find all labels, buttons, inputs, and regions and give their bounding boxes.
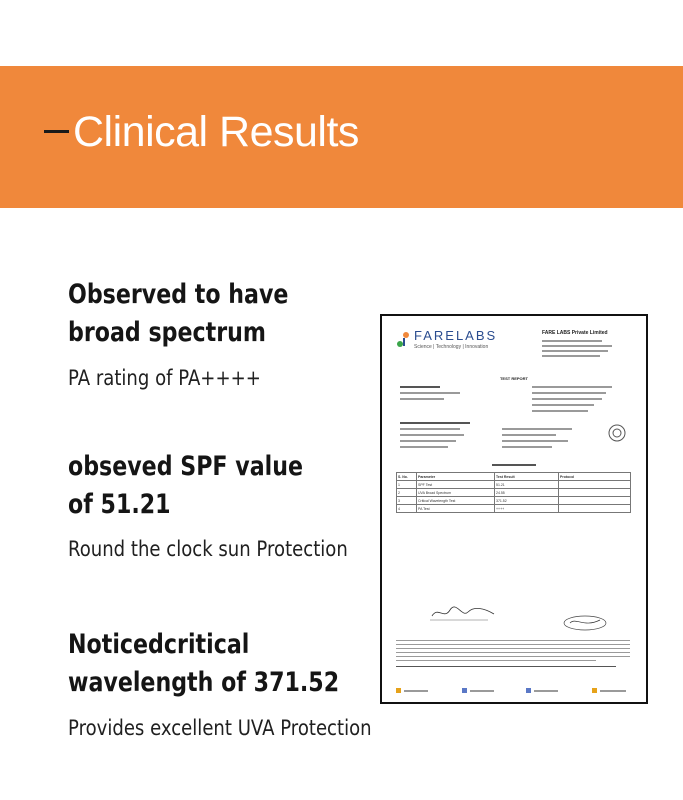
reviewer-signature: [428, 602, 498, 622]
header-banner: [0, 66, 683, 208]
customer-info-line: [400, 422, 470, 424]
result-heading-spf: obseved SPF value of 51.21: [68, 451, 304, 520]
reference-line: [532, 398, 602, 400]
customer-info-line: [400, 440, 456, 442]
table-row: [397, 505, 631, 513]
table-cell: UVA Broad Spectrum: [417, 489, 495, 497]
reference-line: [532, 392, 606, 394]
badge-label: [470, 690, 494, 692]
badge-icon: [462, 688, 467, 693]
address-line: [542, 355, 600, 357]
table-cell: PA Test: [417, 505, 495, 513]
table-header-cell: Test Result: [495, 473, 559, 481]
badge-label: [404, 690, 428, 692]
customer-info-line: [400, 434, 464, 436]
table-header-cell: S. No.: [397, 473, 417, 481]
customer-info-line: [400, 446, 448, 448]
table-cell: 51.21: [495, 481, 559, 489]
table-row: [397, 481, 631, 489]
address-line: [542, 340, 602, 342]
table-cell: ++++: [495, 505, 559, 513]
issued-to-line: [400, 398, 444, 400]
table-cell: [559, 497, 631, 505]
result-heading-broad-spectrum: Observed to have broad spectrum: [68, 279, 289, 348]
analysis-report-heading: [492, 464, 536, 466]
fine-print-line: [396, 666, 616, 667]
table-cell: 4: [397, 505, 417, 513]
badge-icon: [526, 688, 531, 693]
reference-line: [532, 404, 594, 406]
table-cell: [559, 481, 631, 489]
authorized-signatory-stamp: [562, 614, 608, 632]
page-title: Clinical Results: [44, 108, 359, 157]
table-cell: [559, 505, 631, 513]
title-dash: [44, 130, 69, 133]
table-cell: [559, 489, 631, 497]
badge-icon: [396, 688, 401, 693]
certification-seal-icon: [608, 424, 626, 442]
fine-print-line: [396, 648, 630, 649]
accreditation-badges: [396, 688, 630, 694]
table-row: [397, 497, 631, 505]
customer-info-line: [400, 428, 460, 430]
badge-icon: [592, 688, 597, 693]
address-line: [542, 345, 612, 347]
table-cell: 2: [397, 489, 417, 497]
report-title: TEST REPORT: [499, 376, 528, 381]
farelabs-logo-icon: [396, 330, 410, 348]
customer-info-line: [502, 434, 556, 436]
test-report-image: FARELABS Science | Technology | Innovation FARE LABS Private Limited TEST REPORT S. No. Parameter Test Result Protocol 1 SPF Test 51.21 2 UVA Broad Spectrum 24.55 3 Critical Wavelength Test 371.52 4 PA Test ++++: [380, 314, 648, 704]
fine-print-line: [396, 644, 630, 645]
reference-line: [532, 386, 612, 388]
result-subtext-pa-rating: PA rating of PA++++: [68, 366, 261, 390]
address-line: [542, 350, 608, 352]
table-cell: 24.55: [495, 489, 559, 497]
table-header-cell: Protocol: [559, 473, 631, 481]
table-cell: 371.52: [495, 497, 559, 505]
table-cell: 1: [397, 481, 417, 489]
issued-to-line: [400, 386, 440, 388]
issued-to-line: [400, 392, 460, 394]
fine-print-line: [396, 660, 596, 661]
table-header-row: [397, 473, 631, 481]
result-subtext-sun-protection: Round the clock sun Protection: [68, 537, 348, 561]
results-table: [396, 472, 631, 513]
customer-info-line: [502, 446, 552, 448]
badge-label: [600, 690, 626, 692]
customer-info-line: [502, 428, 572, 430]
result-subtext-uva-protection: Provides excellent UVA Protection: [68, 716, 372, 740]
badge-label: [534, 690, 558, 692]
reference-line: [532, 410, 588, 412]
table-row: [397, 489, 631, 497]
table-cell: SPF Test: [417, 481, 495, 489]
result-heading-critical-wavelength: Noticedcritical wavelength of 371.52: [68, 629, 340, 698]
fine-print-line: [396, 656, 630, 657]
table-cell: 3: [397, 497, 417, 505]
table-cell: Critical Wavelength Test: [417, 497, 495, 505]
customer-info-line: [502, 440, 568, 442]
fine-print-line: [396, 652, 630, 653]
lab-company-name: FARE LABS Private Limited: [542, 330, 608, 336]
table-header-cell: Parameter: [417, 473, 495, 481]
fine-print-line: [396, 640, 630, 641]
